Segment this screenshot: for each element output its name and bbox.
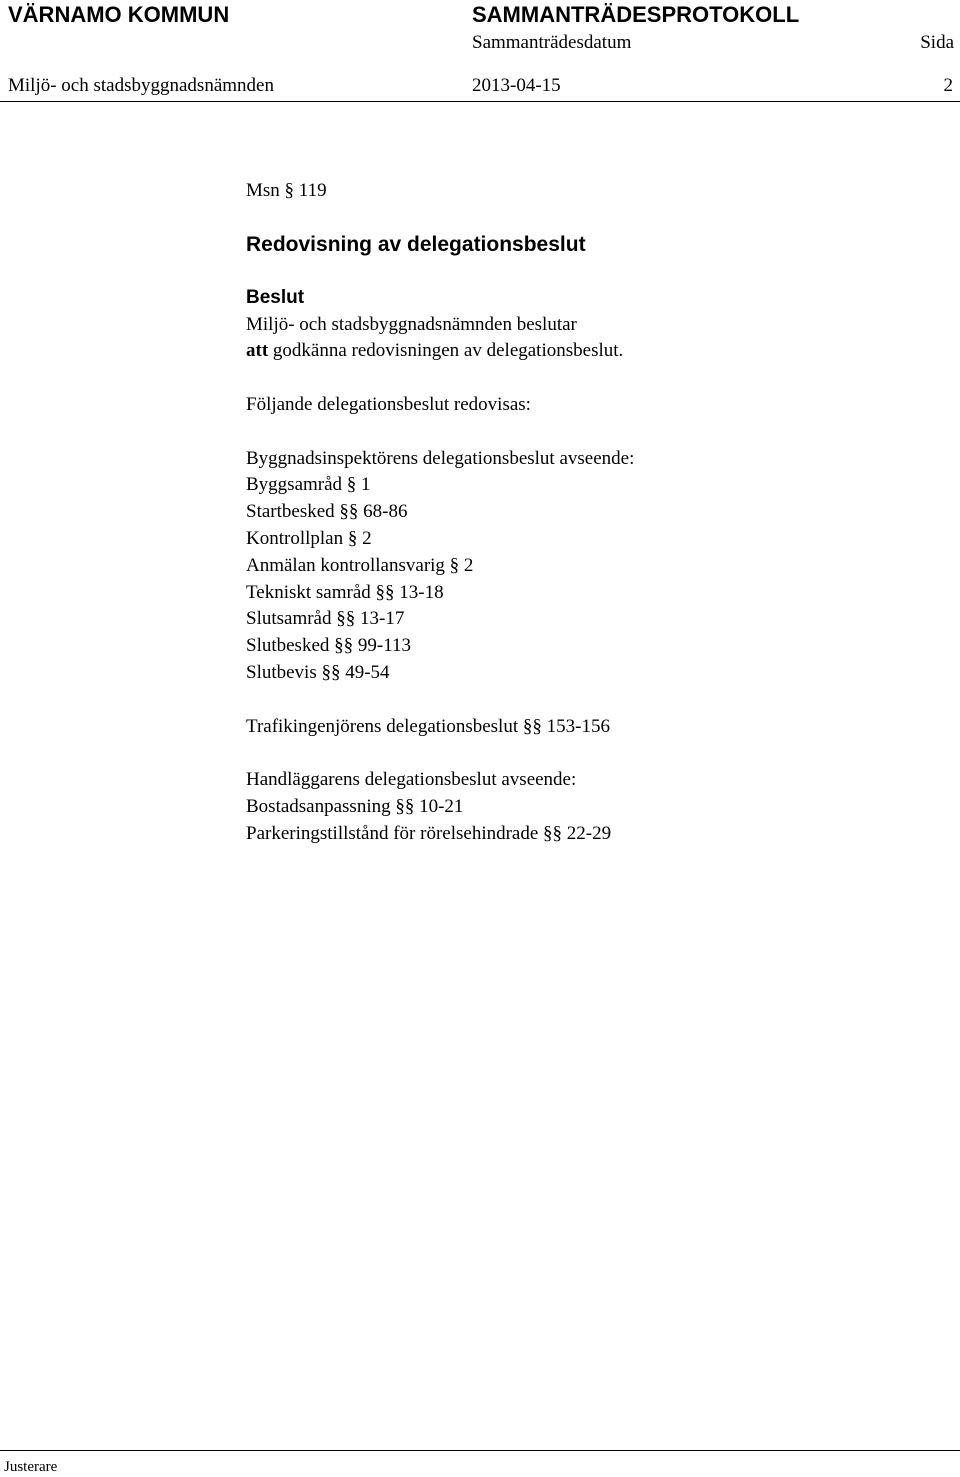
list-item: Slutbevis §§ 49-54 bbox=[246, 661, 390, 683]
document-type: SAMMANTRÄDESPROTOKOLL bbox=[472, 2, 800, 27]
meeting-date: 2013-04-15 bbox=[472, 75, 561, 96]
decision-text: godkänna redovisningen av delegationsbeslut. bbox=[268, 340, 624, 362]
case-number: Msn § 119 bbox=[246, 180, 327, 201]
traffic-engineer-decisions: Trafikingenjörens delegationsbeslut §§ 153-156 bbox=[246, 715, 610, 737]
att-keyword: att bbox=[246, 340, 269, 362]
decision-line-2 bbox=[246, 338, 946, 365]
organization-name: VÄRNAMO KOMMUN bbox=[8, 2, 230, 27]
list-item: Bostadsanpassning §§ 10-21 bbox=[246, 795, 464, 817]
list-item: Kontrollplan § 2 bbox=[246, 527, 372, 549]
decision-heading: Beslut bbox=[246, 286, 305, 308]
page-number: 2 bbox=[943, 75, 953, 96]
footer-label: Justerare bbox=[4, 1459, 58, 1475]
committee-name: Miljö- och stadsbyggnadsnämnden bbox=[8, 75, 274, 96]
list-item: Tekniskt samråd §§ 13-18 bbox=[246, 581, 444, 603]
list-item: Parkeringstillstånd för rörelsehindrade §§ 22-29 bbox=[246, 822, 612, 844]
list-item: Anmälan kontrollansvarig § 2 bbox=[246, 554, 474, 576]
building-inspector-heading: Byggnadsinspektörens delegationsbeslut avseende: bbox=[246, 447, 635, 469]
list-item: Slutbesked §§ 99-113 bbox=[246, 635, 412, 657]
list-item: Slutsamråd §§ 13-17 bbox=[246, 608, 405, 630]
meeting-date-label: Sammanträdesdatum bbox=[472, 32, 632, 53]
footer-divider bbox=[0, 1450, 960, 1451]
report-intro: Följande delegationsbeslut redovisas: bbox=[246, 393, 531, 415]
header-divider bbox=[0, 101, 960, 102]
list-item: Startbesked §§ 68-86 bbox=[246, 501, 408, 523]
document-body bbox=[246, 178, 946, 848]
list-item: Byggsamråd § 1 bbox=[246, 474, 371, 496]
case-title: Redovisning av delegationsbeslut bbox=[246, 232, 586, 256]
decision-line-1: Miljö- och stadsbyggnadsnämnden beslutar bbox=[246, 313, 577, 335]
case-officer-heading: Handläggarens delegationsbeslut avseende: bbox=[246, 769, 577, 791]
page-label: Sida bbox=[920, 32, 954, 53]
